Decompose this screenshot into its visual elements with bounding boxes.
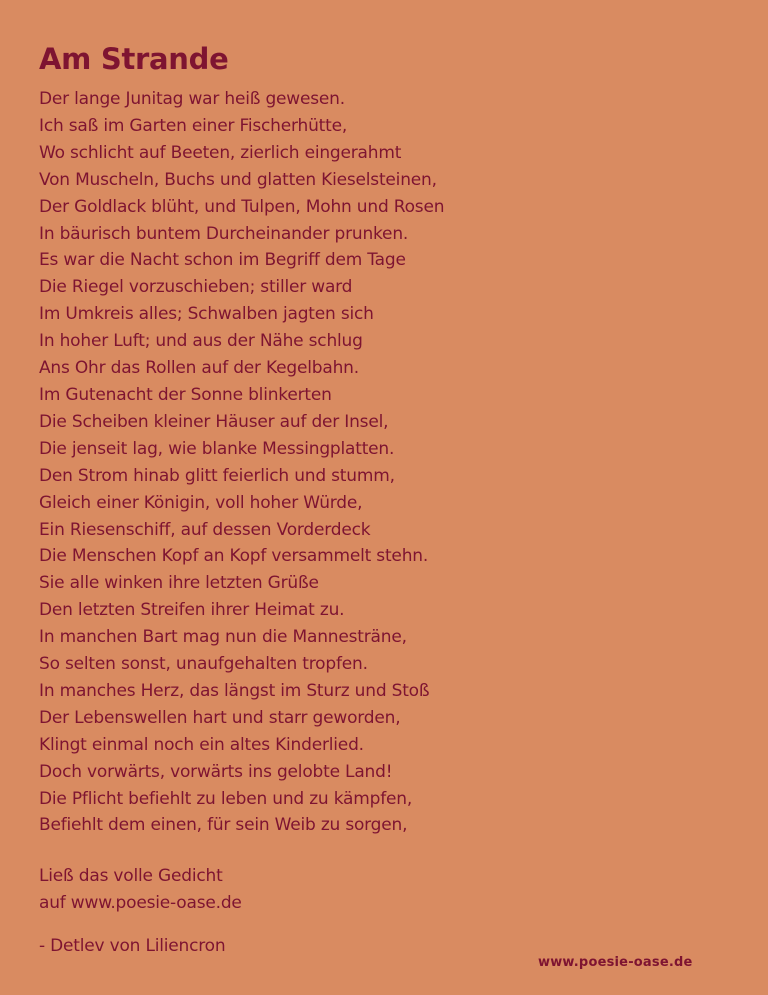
poem-line: Die Scheiben kleiner Häuser auf der Insel, — [39, 411, 389, 432]
poem-author: - Detlev von Liliencron — [39, 936, 226, 956]
poem-body — [39, 86, 444, 839]
poem-line: Im Gutenacht der Sonne blinkerten — [39, 384, 332, 405]
poem-line: Wo schlicht auf Beeten, zierlich eingerahmt — [39, 142, 402, 163]
full-poem-note — [39, 863, 242, 917]
poem-line: Gleich einer Königin, voll hoher Würde, — [39, 492, 363, 513]
site-watermark: www.poesie-oase.de — [538, 955, 693, 970]
poem-line: Im Umkreis alles; Schwalben jagten sich — [39, 304, 374, 325]
poem-line: Der lange Junitag war heiß gewesen. — [39, 89, 345, 109]
poem-line: Sie alle winken ihre letzten Grüße — [39, 573, 319, 594]
poem-line: Der Goldlack blüht, und Tulpen, Mohn und Rosen — [39, 196, 445, 217]
note-line-1: Ließ das volle Gedicht — [39, 866, 223, 886]
poem-line: Ich saß im Garten einer Fischerhütte, — [39, 115, 348, 136]
poem-line: Es war die Nacht schon im Begriff dem Tage — [39, 250, 406, 271]
poem-line: Die Menschen Kopf an Kopf versammelt stehn. — [39, 546, 429, 567]
poem-line: In hoher Luft; und aus der Nähe schlug — [39, 331, 363, 352]
poem-line: Von Muscheln, Buchs und glatten Kieselsteinen, — [39, 169, 437, 190]
poem-line: Ein Riesenschiff, auf dessen Vorderdeck — [39, 519, 371, 540]
poem-line: Ans Ohr das Rollen auf der Kegelbahn. — [39, 358, 359, 379]
poem-line: Die jenseit lag, wie blanke Messingplatten. — [39, 438, 395, 459]
poem-line: Den Strom hinab glitt feierlich und stumm, — [39, 465, 395, 486]
poem-title: Am Strande — [39, 42, 229, 76]
poem-line: Befiehlt dem einen, für sein Weib zu sorgen, — [39, 815, 408, 836]
note-line-2: auf www.poesie-oase.de — [39, 893, 242, 913]
poem-line: In bäurisch buntem Durcheinander prunken. — [39, 223, 409, 244]
poem-line: Den letzten Streifen ihrer Heimat zu. — [39, 600, 345, 621]
poem-line: Doch vorwärts, vorwärts ins gelobte Land! — [39, 761, 393, 782]
poem-line: So selten sonst, unaufgehalten tropfen. — [39, 654, 368, 675]
poem-line: Der Lebenswellen hart und starr geworden, — [39, 707, 401, 728]
poem-line: Die Riegel vorzuschieben; stiller ward — [39, 277, 353, 298]
poem-line: In manchen Bart mag nun die Mannesträne, — [39, 627, 407, 648]
poem-line: Klingt einmal noch ein altes Kinderlied. — [39, 734, 364, 755]
poem-line: In manches Herz, das längst im Sturz und Stoß — [39, 680, 430, 701]
poem-line: Die Pflicht befiehlt zu leben und zu kämpfen, — [39, 788, 413, 809]
